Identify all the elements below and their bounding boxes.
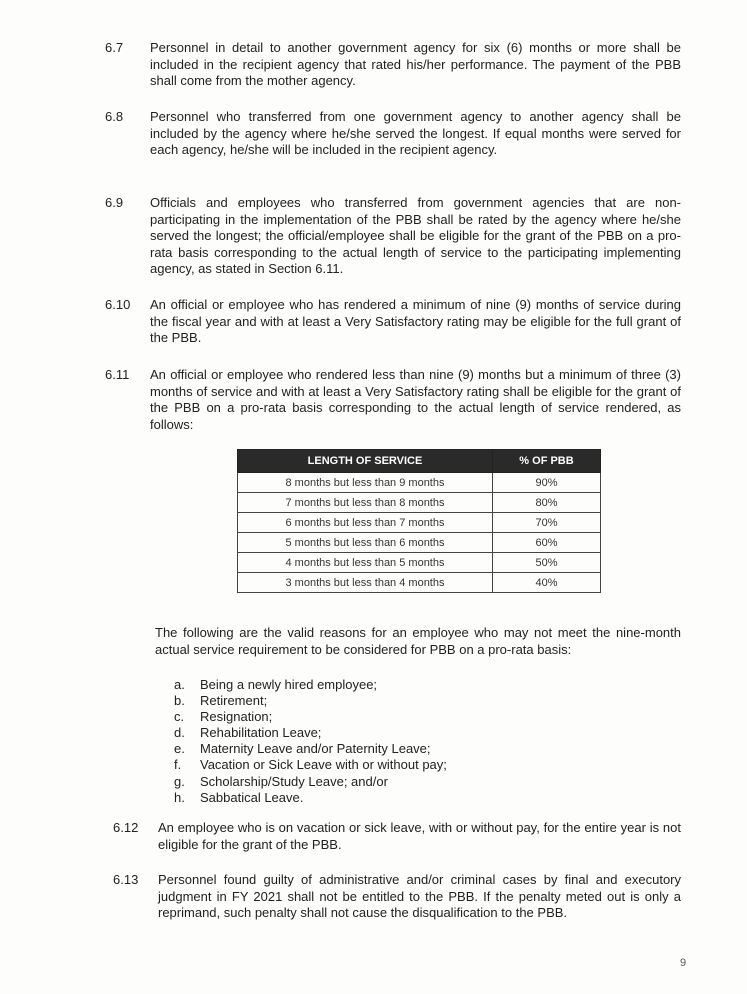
reasons-intro: The following are the valid reasons for an employee who may not meet the nine-month actual service requirement to be considered for PBB on a pro-rata basis: — [155, 625, 681, 657]
section-text: An official or employee who has rendered a minimum of nine (9) months of service during the fiscal year and with at least a Very Satisfactory rating may be eligible for the full grant of the PBB. — [150, 297, 681, 345]
length-cell: 5 months but less than 6 months — [238, 533, 493, 553]
list-item-letter: g. — [174, 773, 185, 789]
header-percent-of-pbb: % OF PBB — [493, 450, 601, 473]
list-item — [174, 693, 447, 709]
section-6-8 — [105, 109, 681, 159]
table-row — [238, 553, 601, 573]
section-text: An official or employee who rendered less than nine (9) months but a minimum of three (3) months of service and with at least a Very Satisfactory rating shall be eligible for the grant of the PBB on a pro-rata basis corresponding to the actual length of service rendered, as follows: — [150, 367, 681, 432]
list-item-text: Retirement; — [200, 693, 268, 709]
table-row — [238, 513, 601, 533]
list-item — [174, 757, 447, 773]
section-number: 6.8 — [105, 109, 124, 124]
list-item-letter: c. — [174, 709, 185, 725]
percent-cell: 50% — [493, 553, 601, 573]
list-item-text: Scholarship/Study Leave; and/or — [200, 773, 388, 789]
table-row — [238, 573, 601, 593]
percent-cell: 70% — [493, 513, 601, 533]
reasons-list — [174, 677, 447, 806]
table-row — [238, 473, 601, 493]
list-item-letter: f. — [174, 757, 182, 773]
section-6-9 — [105, 195, 681, 278]
pro-rata-table — [237, 449, 601, 593]
section-6-13 — [113, 872, 681, 922]
percent-cell: 40% — [493, 573, 601, 593]
section-number: 6.10 — [105, 297, 131, 312]
list-item-letter: e. — [174, 741, 185, 757]
list-item-letter: h. — [174, 789, 185, 805]
table-row — [238, 493, 601, 513]
section-number: 6.11 — [105, 367, 130, 382]
list-item-text: Being a newly hired employee; — [200, 677, 378, 692]
list-item — [174, 677, 447, 693]
section-text: Personnel found guilty of administrative and/or criminal cases by final and executory judgment in FY 2021 shall not be entitled to the PBB. If the penalty meted out is only a reprimand, such penalty shall not cause the disqualification to the PBB. — [158, 872, 681, 920]
section-text: Officials and employees who transferred from government agencies that are non-participating in the implementation of the PBB shall be rated by the agency where he/she served the longest; the official/employee shall be eligible for the grant of the PBB on a pro-rata basis corresponding to the actual length of service to the participating implementing agency, as stated in Section 6.11. — [150, 195, 681, 276]
length-cell: 6 months but less than 7 months — [238, 513, 493, 533]
list-item-letter: a. — [174, 677, 185, 692]
list-item-letter: b. — [174, 693, 185, 709]
section-text: An employee who is on vacation or sick leave, with or without pay, for the entire year is not eligible for the grant of the PBB. — [158, 820, 681, 852]
list-item-letter: d. — [174, 725, 185, 741]
section-6-12 — [113, 820, 681, 853]
percent-cell: 90% — [493, 473, 601, 493]
section-number: 6.12 — [113, 820, 139, 835]
list-item-text: Maternity Leave and/or Paternity Leave; — [200, 741, 431, 757]
percent-cell: 60% — [493, 533, 601, 553]
length-cell: 7 months but less than 8 months — [238, 493, 493, 513]
length-cell: 8 months but less than 9 months — [238, 473, 493, 493]
section-number: 6.13 — [113, 872, 139, 887]
list-item — [174, 790, 447, 806]
list-item — [174, 774, 447, 790]
section-6-10 — [105, 297, 681, 347]
header-length-of-service: LENGTH OF SERVICE — [238, 450, 493, 473]
list-item — [174, 709, 447, 725]
list-item-text: Vacation or Sick Leave with or without pay; — [200, 757, 447, 773]
list-item — [174, 741, 447, 757]
section-number: 6.9 — [105, 195, 124, 210]
section-6-11 — [105, 367, 681, 433]
section-text: Personnel in detail to another government agency for six (6) months or more shall be included in the recipient agency that rated his/her performance. The payment of the PBB shall come from the mother agency. — [150, 40, 681, 88]
list-item-text: Resignation; — [200, 709, 273, 725]
length-cell: 4 months but less than 5 months — [238, 553, 493, 573]
table-row — [238, 533, 601, 553]
section-number: 6.7 — [105, 40, 124, 55]
percent-cell: 80% — [493, 493, 601, 513]
length-cell: 3 months but less than 4 months — [238, 573, 493, 593]
section-6-7 — [105, 40, 681, 90]
list-item-text: Sabbatical Leave. — [200, 789, 304, 805]
section-text: Personnel who transferred from one government agency to another agency shall be included by the agency where he/she served the longest. If equal months were served for each agency, he/she will be included in the recipient agency. — [150, 109, 681, 157]
table-header-row — [238, 450, 601, 473]
list-item-text: Rehabilitation Leave; — [200, 725, 322, 741]
list-item — [174, 725, 447, 741]
page-number: 9 — [680, 957, 687, 969]
